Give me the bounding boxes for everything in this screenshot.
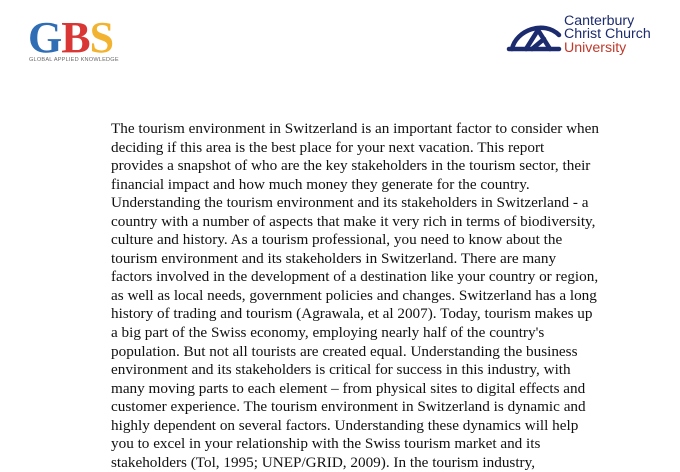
text-line: factors involved in the development of a destination like your country or region, [111, 268, 599, 286]
text-line: population. But not all tourists are created equal. Understanding the business [111, 342, 578, 360]
text-line: customer experience. The tourism environment in Switzerland is dynamic and [111, 398, 586, 416]
text-line: country with a number of aspects that make it very rich in terms of biodiversity, [111, 212, 596, 230]
body-paragraph [111, 120, 631, 472]
cccu-crest-icon [504, 18, 564, 58]
cccu-line-2: Christ Church [564, 26, 651, 43]
text-line: The tourism environment in Switzerland is an important factor to consider when [111, 120, 599, 137]
text-line: financial impact and how much money they generate for the country. [111, 175, 530, 193]
gbs-tagline: GLOBAL APPLIED KNOWLEDGE [29, 57, 119, 63]
gbs-letter-s: S [89, 13, 114, 62]
text-line: a big part of the Swiss economy, employing nearly half of the country's [111, 324, 545, 342]
text-line: Understanding the tourism environment and its stakeholders in Switzerland - a [111, 194, 589, 212]
page-header [0, 0, 680, 80]
cccu-line-1: Canterbury [564, 13, 635, 29]
cccu-wordmark [564, 15, 651, 55]
text-line: history of trading and tourism (Agrawala, et al 2007). Today, tourism makes up [111, 305, 593, 323]
text-line: provides a snapshot of who are the key stakeholders in the tourism sector, their [111, 157, 591, 175]
gbs-letter-g: G [28, 13, 62, 62]
text-line: tourism environment and its stakeholders in Switzerland. There are many [111, 249, 557, 267]
text-line: many moving parts to each element – from physical sites to digital effects and [111, 379, 586, 397]
text-line: environment and its stakeholders is critical for success in this industry, with [111, 361, 571, 379]
gbs-letter-b: B [61, 13, 90, 62]
text-line: as well as local needs, government policies and changes. Switzerland has a long [111, 286, 597, 304]
cccu-line-3: University [564, 39, 627, 56]
gbs-logo [28, 13, 150, 68]
cccu-logo [504, 14, 664, 60]
text-line: stakeholders (Tol, 1995; UNEP/GRID, 2009). In the tourism industry, [111, 453, 536, 471]
text-line: culture and history. As a tourism professional, you need to know about the [111, 231, 563, 249]
text-line: highly dependent on several factors. Understanding these dynamics will help [111, 416, 579, 434]
text-line: deciding if this area is the best place for your next vacation. This report [111, 138, 545, 156]
text-line: you to excel in your relationship with the Swiss tourism market and its [111, 435, 541, 453]
